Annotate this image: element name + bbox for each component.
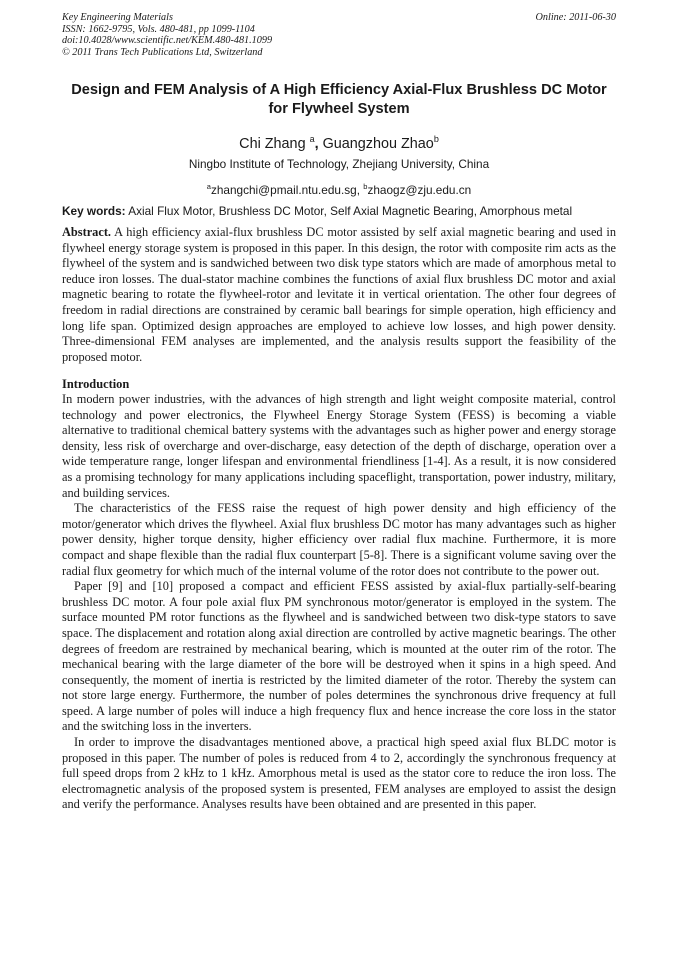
email-mark: b	[363, 182, 368, 191]
online-date: Online: 2011-06-30	[535, 12, 616, 23]
paper-title: Design and FEM Analysis of A High Efficiency Axial-Flux Brushless DC Motor for Flywheel System	[71, 82, 607, 117]
abstract-text: A high efficiency axial-flux brushless DC motor assisted by self axial magnetic bearing and used in flywheel energy storage system is proposed in this paper. In this design, the rotor with composite rim acts as the flywheel of the system and is sandwiched between two disk type stators which are made of amorphous metal to reduce iron losses. The dual-stator machine combines the functions of axial flux brushless DC motor and axial magnetic bearing to rotate the flywheel-rotor and levitate it in vertical orientation. The other four degrees of freedom in radial directions are constrained by ceramic ball bearings for simple operation, high efficiency and long life span. Optimized design approaches are employed to achieve low losses, and high power density. Three-dimensional FEM analyses are implemented, and the analysis results support the feasibility of the proposed motor.	[62, 225, 616, 364]
doi-line: doi:10.4028/www.scientific.net/KEM.480-481.1099	[62, 35, 273, 47]
abstract	[62, 225, 616, 365]
keywords-text: Axial Flux Motor, Brushless DC Motor, Self Axial Magnetic Bearing, Amorphous metal	[125, 204, 573, 218]
keywords	[62, 204, 622, 219]
body-paragraph: Paper [9] and [10] proposed a compact and efficient FESS assisted by axial-flux partially-self-bearing brushless DC motor. A four pole axial flux PM synchronous motor/generator is employed in the system. The surface mounted PM rotor functions as the flywheel and is sandwiched between two disk-type stators to save space. The displacement and rotation along axial direction are controlled by active magnetic bearings. The other degrees of freedom are restrained by mechanical bearing, which is mounted at the outer rim of the rotor. The mechanical bearing with the large diameter of the bore will be destroyed when it spins in a high speed. And consequently, the moment of inertia is restricted by the limited diameter of the rotor. Thereby the system can not store large energy. Furthermore, the number of poles determines the synchronous drive frequency at full speed. A large number of poles will induce a high frequency flux and hence increase the core loss in the stator and the switching loss in the inverters.	[62, 579, 616, 734]
body-paragraph: In order to improve the disadvantages mentioned above, a practical high speed axial flux BLDC motor is proposed in this paper. The number of poles is reduced from 4 to 2, accordingly the synchronous frequency at full speed drops from 2 kHz to 1 kHz. Amorphous metal is used as the stator core to reduce the iron loss. The electromagnetic analysis of the proposed system is presented, FEM analyses are employed to assist the design and verify the performance. Analyses results have been obtained and are presented in this paper.	[62, 735, 616, 812]
introduction-body	[62, 392, 616, 813]
author-affil-mark: b	[433, 134, 439, 144]
copyright-line: © 2011 Trans Tech Publications Ltd, Switzerland	[62, 46, 263, 58]
abstract-paragraph	[62, 225, 616, 365]
author-affil-mark: a	[309, 134, 315, 144]
email-mark: a	[206, 182, 211, 191]
email-address: zhaogz@zju.edu.cn	[367, 182, 472, 197]
body-paragraph: In modern power industries, with the advances of high strength and light weight composite material, control technology and power electronics, the Flywheel Energy Storage System (FESS) is becoming a viable alternative to traditional chemical battery systems with the advantages such as higher power and energy storage density, less risk of overcharge and over-discharge, easy detection of the depth of discharge, operation over a wide temperature range, longer lifespan and environmental friendliness [1-4]. As a result, it is now considered as a promising technology for many applications including spaceflight, transportation, power industry, military, and building services.	[62, 392, 616, 500]
email-address: zhangchi@pmail.ntu.edu.sg,	[210, 182, 364, 197]
author-name: Chi Zhang	[239, 135, 306, 152]
journal-header	[62, 12, 616, 58]
author-name: Guangzhou Zhao	[322, 135, 434, 152]
abstract-label: Abstract.	[62, 225, 112, 239]
section-heading: Introduction	[62, 377, 130, 391]
email-line	[62, 179, 616, 198]
author-line	[62, 130, 616, 153]
author-separator: ,	[314, 135, 319, 152]
journal-name: Key Engineering Materials	[62, 12, 173, 23]
issn-line: ISSN: 1662-9795, Vols. 480-481, pp 1099-1104	[62, 23, 255, 35]
keywords-label: Key words:	[62, 204, 126, 218]
body-paragraph: The characteristics of the FESS raise the request of high power density and high efficiency of the motor/generator which drives the flywheel. Axial flux brushless DC motor has many advantages such as higher power density, higher torque density, higher efficiency over radial flux machine. Furthermore, it is more compact and shape flexible than the radial flux counterpart [5-8]. There is a significant volume saving over the radial flux geometry for which much of the internal volume of the rotor does not contribute to the power out.	[62, 501, 616, 578]
affiliation: Ningbo Institute of Technology, Zhejiang University, China	[188, 157, 490, 171]
